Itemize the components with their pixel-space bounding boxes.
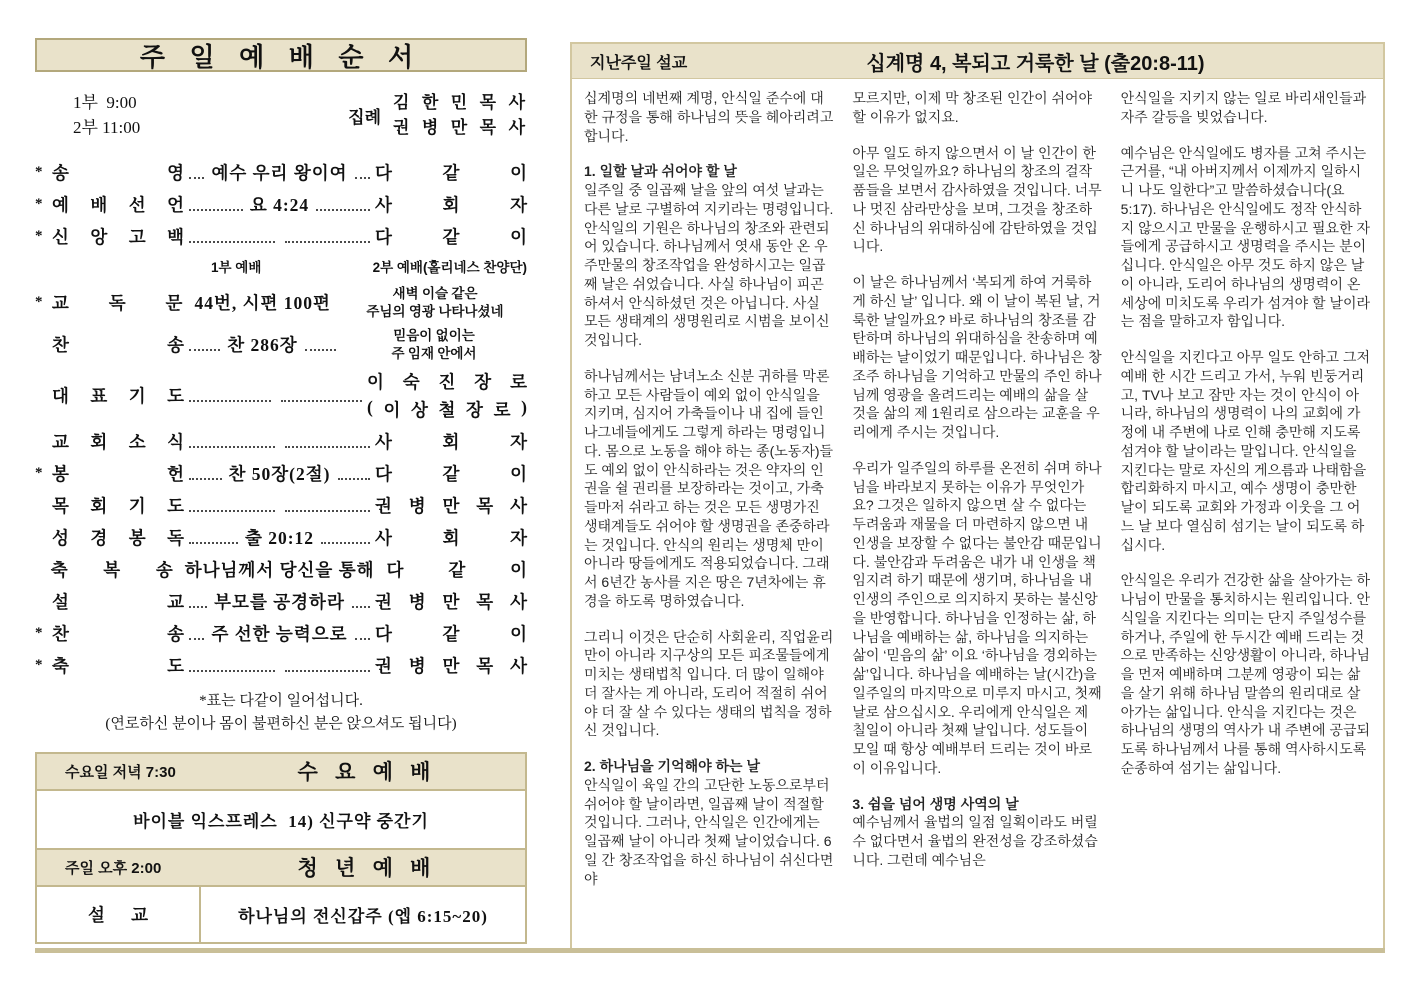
item-name: 설 교 <box>52 592 184 613</box>
item-leader: 다 같 이 <box>386 560 527 581</box>
item-leader: 사 회 자 <box>375 528 528 549</box>
item-leader: 사 회 자 <box>375 195 528 215</box>
order-row-pastoral-prayer <box>35 493 527 518</box>
dot-leader <box>338 468 371 480</box>
stand-marker: * <box>35 228 43 244</box>
dot-leader <box>321 532 370 544</box>
song-line: 주님의 영광 나타나셨네 <box>366 303 504 319</box>
dot-leader <box>189 230 275 242</box>
item-leader: 이 숙 진 장 로 <box>367 372 527 393</box>
order-row-responsive-reading <box>35 285 527 320</box>
item-name: 교 회 소 식 <box>52 432 184 453</box>
item-name: 봉 헌 <box>52 464 184 485</box>
service-time-2: 2부 11:00 <box>73 118 141 137</box>
dot-leader <box>189 198 243 210</box>
sermon-paragraph: 이 날은 하나님께서 ‘복되게 하여 거룩하게 하신 날’ 입니다. 왜 이 날이 복된 날, 거룩한 날일까요? 바로 하나님의 창조를 감탄하며 하나님의 위대하심을 찬송하며 예배하는 날이었기 때문입니다. 하나님은 창조주 하나님을 기억하고 만물의 주인 하나님께 영광을 올려드리는 예배의 삶을 살 것을 삶의 제 1원리로 삼으라는 교훈을 우리에게 주시는 것입니다. <box>852 274 1102 440</box>
order-row-announcements <box>35 429 527 454</box>
dot-leader <box>352 596 370 608</box>
officiant-label: 집례 <box>348 107 381 127</box>
order-row-doxology <box>35 160 527 185</box>
order-row-representative-prayer <box>35 369 527 422</box>
dot-leader <box>189 339 220 351</box>
sermon-heading: 2. 하나님을 기억해야 하는 날 <box>584 758 760 774</box>
order-row-sermon <box>35 589 527 614</box>
sermon-paragraph: 안식일은 우리가 건강한 삶을 살아가는 하나님이 만물을 통치하시는 원리입니다. 안식일을 지킨다는 의미는 단지 주일성수를 하거나, 주일에 한 두시간 예배 드리는 것으로 만족하는 신앙생활이 아니라, 하나님을 먼저 예배하며 그분께 영광이 되는 삶을 살기 위해 하나님 말씀의 원리대로 살아가는 삶입니다. 안식을 지킨다는 것은 하나님의 생명의 역사가 내 주변에 공급되도록 하나님께서 나를 통해 역사하시도록 순종하여 섬기는 삶입니다. <box>1120 572 1371 776</box>
dot-leader <box>189 628 204 640</box>
wednesday-service-header <box>37 754 525 791</box>
sermon-heading: 1. 일할 날과 쉬어야 할 날 <box>584 163 737 180</box>
item-leaders <box>367 369 527 422</box>
order-row-scripture-reading <box>35 525 527 550</box>
dot-leader <box>285 230 371 242</box>
item-detail: 찬 50장(2절) <box>228 464 331 485</box>
dot-leader <box>285 660 371 672</box>
footnote-line-1: *표는 다같이 일어섭니다. <box>199 693 363 710</box>
item-leader: 권 병 만 목 사 <box>375 592 527 613</box>
item-leader: 사 회 자 <box>375 432 527 453</box>
sermon-column-2 <box>852 89 1102 941</box>
item-leader-alt: ( 이 상 철 장 로 ) <box>367 397 527 421</box>
dot-leader <box>189 390 271 402</box>
stand-marker: * <box>35 625 43 642</box>
part-header-row <box>35 256 527 276</box>
sermon-label: 지난주일 설교 <box>590 54 688 72</box>
part1-header: 1부 예배 <box>211 260 262 275</box>
sermon-panel <box>570 42 1385 950</box>
item-leader: 다 같 이 <box>375 624 527 645</box>
sermon-column-1 <box>584 89 834 941</box>
item-leader: 다 같 이 <box>375 464 527 485</box>
order-row-call-to-worship <box>35 192 527 217</box>
dot-leader <box>355 166 370 178</box>
item-name: 찬 송 <box>52 624 184 645</box>
footnote <box>35 690 527 737</box>
sermon-title: 십계명 4, 복되고 거룩한 날 (출20:8-11) <box>866 52 1205 75</box>
part2-header: 2부 예배(홀리네스 찬양단) <box>372 260 527 275</box>
dot-leader <box>285 500 371 512</box>
item-leader: 다 같 이 <box>375 227 527 247</box>
item-detail: 부모를 공경하라 <box>214 592 345 613</box>
song-line: 새벽 이슬 같은 <box>392 286 478 301</box>
sermon-paragraph: 안식일을 지키지 않는 일로 바리새인들과 자주 갈등을 빚었습니다. <box>1120 90 1367 125</box>
officiant-name-2: 권 병 만 목 사 <box>393 118 525 137</box>
wednesday-service-time: 수요일 저녁 7:30 <box>65 763 176 781</box>
order-items <box>35 160 527 678</box>
other-services-table <box>35 752 527 944</box>
dot-leader <box>305 339 336 351</box>
youth-service-detail-row <box>37 887 525 942</box>
item-name: 축 도 <box>52 656 184 677</box>
order-row-closing-hymn <box>35 621 527 646</box>
youth-service-time: 주일 오후 2:00 <box>65 859 162 877</box>
item-detail: 찬 286장 <box>227 335 298 356</box>
sermon-paragraph: 아무 일도 하지 않으면서 이 날 인간이 한 일은 무엇일까요? 하나님의 창조의 걸작품들을 보면서 감사하였을 것입니다. 너무나 멋진 삼라만상을 보며, 그것을 창조하신 하나님의 위대하심에 감탄하였을 것입니다. <box>852 144 1102 255</box>
item-detail: 출 20:12 <box>244 528 315 549</box>
item-name: 축 복 송 <box>50 560 173 581</box>
wednesday-service-topic: 바이블 익스프레스 14) 신구약 중간기 <box>133 811 429 831</box>
sermon-paragraph: 하나님께서는 남녀노소 신분 귀하를 막론하고 모든 사람들이 예외 없이 안식일을 지키며, 심지어 가축들이나 내 집에 들인 나그네들에게도 그렇게 하라는 명령입니다. 몸으로 노동을 해야 하는 종(노동자)들도 예외 없이 안식하라는 것은 약자의 인권을 쉴 권리를 보장하라는 것이고, 가축들마저 쉬라고 하는 것은 모든 생명가진 생태계들도 쉬어야 할 생명권을 존중하라는 것입니다. 안식의 원리는 생명체 만이 아니라 땅들에게도 적용되었습니다. 그래서 6년간 농사를 지은 땅은 7년차에는 휴경을 하도록 명하였습니다. <box>584 367 834 609</box>
item-songs <box>343 285 527 320</box>
sermon-paragraph: 안식일을 지킨다고 아무 일도 안하고 그저 예배 한 시간 드리고 가서, 누워 빈둥거리고, TV나 보고 잠만 자는 것이 안식이 아니라, 하나님의 생명력이 나의 교회에 가정에 내 주변에 나로 인해 충만해 지도록 섬겨야 할 날이라는 말입니다. 안식일을 지킨다는 말로 자신의 게으름과 나태함을 합리화하지 마시고, 예수 생명이 충만한 날이 되도록 교회와 가정과 이웃을 그 어느 날 보다 열심히 섬기는 날이 되도록 하십시다. <box>1120 349 1371 553</box>
officiant-block <box>348 90 525 140</box>
item-name: 교 독 문 <box>51 293 183 314</box>
sermon-paragraph: 그리니 이것은 단순히 사회윤리, 직업윤리 만이 아니라 지구상의 모든 피조물들에게 미치는 생태법칙 입니다. 더 많이 일해야 더 잘사는 게 아니라, 도리어 적절히 쉬어야 더 잘 살 수 있다는 생태의 법칙을 정하신 것입니다. <box>584 628 834 739</box>
sermon-column-3 <box>1121 89 1371 941</box>
item-detail: 예수 우리 왕이여 <box>211 163 348 183</box>
youth-sermon-title: 하나님의 전신갑주 (엡 6:15~20) <box>238 906 488 926</box>
dot-leader <box>189 166 204 178</box>
item-leader: 다 같 이 <box>375 163 527 183</box>
song-line: 믿음이 없이는 <box>393 328 475 344</box>
item-name: 신 앙 고 백 <box>52 227 184 247</box>
officiant-names <box>393 90 525 140</box>
dot-leader <box>316 198 370 210</box>
service-time-list <box>73 90 140 140</box>
item-name: 목 회 기 도 <box>52 496 184 517</box>
item-name: 찬 송 <box>52 335 184 356</box>
sermon-paragraph: 우리가 일주일의 하루를 온전히 쉬며 하나님을 바라보지 못하는 이유가 무엇인가요? 그것은 일하지 않으면 살 수 없다는 두려움과 재물을 더 마련하지 않으면 내 인생을 보장할 수 없다는 불안감 때문입니다. 불안감과 두려움은 내가 내 인생을 책임지려 하기 때문에 생기며, 하나님을 내 인생의 주인으로 의지하지 못하는 불신앙을 반영합니다. 하나님을 인정하는 삶, 하나님을 예배하는 삶, 하나님을 의지하는 삶이 ‘믿음의 삶’ 이요 ‘하나님을 경외하는 삶’입니다. 하나님을 예배하는 날(시간)을 일주일의 마지막으로 미루지 마시고, 첫째 날로 삼으십시오. 우리에게 안식일은 제 칠일이 아니라 첫째 날입니다. 성도들이 모일 때 항상 예배부터 드리는 것이 바로 이 이유입니다. <box>852 459 1102 776</box>
footnote-line-2: (연로하신 분이나 몸이 불편하신 분은 앉으셔도 됩니다) <box>105 716 457 733</box>
item-songs <box>341 327 527 362</box>
order-row-offering <box>35 461 527 486</box>
sermon-body <box>572 79 1383 951</box>
dot-leader <box>285 436 371 448</box>
youth-sermon-label: 설 교 <box>88 904 148 925</box>
sermon-paragraph: 십계명의 네번째 계명, 안식일 준수에 대한 규정을 통해 하나님의 뜻을 헤아리려고 합니다. <box>584 90 834 144</box>
service-times <box>35 90 527 140</box>
order-row-blessing-song <box>35 557 527 582</box>
youth-sermon-label-cell <box>37 887 201 942</box>
item-detail: 44번, 시편 100편 <box>194 293 331 314</box>
sermon-paragraph: 예수님께서 율법의 일점 일획이라도 버릴 수 없다면서 율법의 완전성을 강조하셨습니다. 그런데 예수님은 <box>852 814 1098 868</box>
worship-order-panel <box>35 38 527 944</box>
dot-leader <box>189 596 207 608</box>
dot-leader <box>189 436 275 448</box>
dot-leader <box>355 628 370 640</box>
item-detail: 요 4:24 <box>249 195 310 215</box>
wednesday-service-title: 수 요 예 배 <box>297 760 437 785</box>
stand-marker: * <box>35 164 43 180</box>
sermon-paragraph: 일주일 중 일곱째 날을 앞의 여섯 날과는 다른 날로 구별하여 지키라는 명령입니다. 안식일의 기원은 하나님의 창조와 관련되어 있습니다. 하나님께서 엿새 동안 온 우주만물의 창조작업을 완성하시고는 일곱째 날은 쉬었습니다. 사실 하나님이 피곤하셔서 안식하셨던 것은 아닙니다. 사실 모든 생태계의 생명원리로 시범을 보이신 것입니다. <box>584 182 834 348</box>
order-row-creed <box>35 224 527 249</box>
dot-leader <box>189 660 275 672</box>
service-time-1: 1부 9:00 <box>73 93 137 112</box>
youth-service-title: 청 년 예 배 <box>297 856 437 881</box>
stand-marker: * <box>35 196 43 212</box>
stand-marker: * <box>35 294 43 311</box>
item-leader: 권 병 만 목 사 <box>375 496 527 517</box>
item-name: 대 표 기 도 <box>52 386 184 407</box>
sermon-paragraph: 안식일이 육일 간의 고단한 노동으로부터 쉬어야 할 날이라면, 일곱째 날이 적절할 것입니다. 그러나, 안식일은 인간에게는 일곱째 날이 아니라 첫째 날이었습니다. 6일 간 창조작업을 하신 하나님이 쉬신다면야 <box>584 776 834 887</box>
officiant-name-1: 김 한 민 목 사 <box>393 93 525 112</box>
item-name: 성 경 봉 독 <box>52 528 184 549</box>
song-line: 주 임재 안에서 <box>391 345 477 361</box>
dot-leader <box>189 532 238 544</box>
dot-leader <box>189 468 222 480</box>
sermon-header-bar <box>572 44 1383 79</box>
item-detail: 주 선한 능력으로 <box>211 624 348 645</box>
sermon-paragraph: 예수님은 안식일에도 병자를 고쳐 주시는 근거를, “내 아버지께서 이제까지 일하시니 나도 일한다”고 말씀하셨습니다(요5:17). 하나님은 안식일에도 정작 안식하지 않으시고 만물을 운행하시고 필요한 자들에게 공급하시고 생명력을 주시는 분이십니다. 안식일은 아무 것도 하지 않은 날이 아니라, 도리어 하나님의 생명력이 온 세상에 미치도록 우리가 섬겨야 할 날이라는 점을 말하고자 함입니다. <box>1120 144 1371 330</box>
stand-marker: * <box>35 465 43 482</box>
item-leader: 권 병 만 목 사 <box>375 656 527 677</box>
item-name: 예 배 선 언 <box>52 195 184 215</box>
dot-leader <box>281 390 363 402</box>
bulletin-title: 주 일 예 배 순 서 <box>35 38 527 72</box>
youth-service-header <box>37 848 525 887</box>
dot-leader <box>189 500 275 512</box>
item-name: 송 영 <box>52 163 184 183</box>
stand-marker: * <box>35 657 43 674</box>
sermon-heading: 3. 쉼을 넘어 생명 사역의 날 <box>852 795 1019 812</box>
order-row-benediction <box>35 653 527 678</box>
bottom-divider <box>35 948 1385 953</box>
sermon-paragraph: 모르지만, 이제 막 창조된 인간이 쉬어야 할 이유가 없지요. <box>852 90 1093 125</box>
order-row-hymn <box>35 327 527 362</box>
item-detail: 하나님께서 당신을 통해 <box>184 560 375 581</box>
